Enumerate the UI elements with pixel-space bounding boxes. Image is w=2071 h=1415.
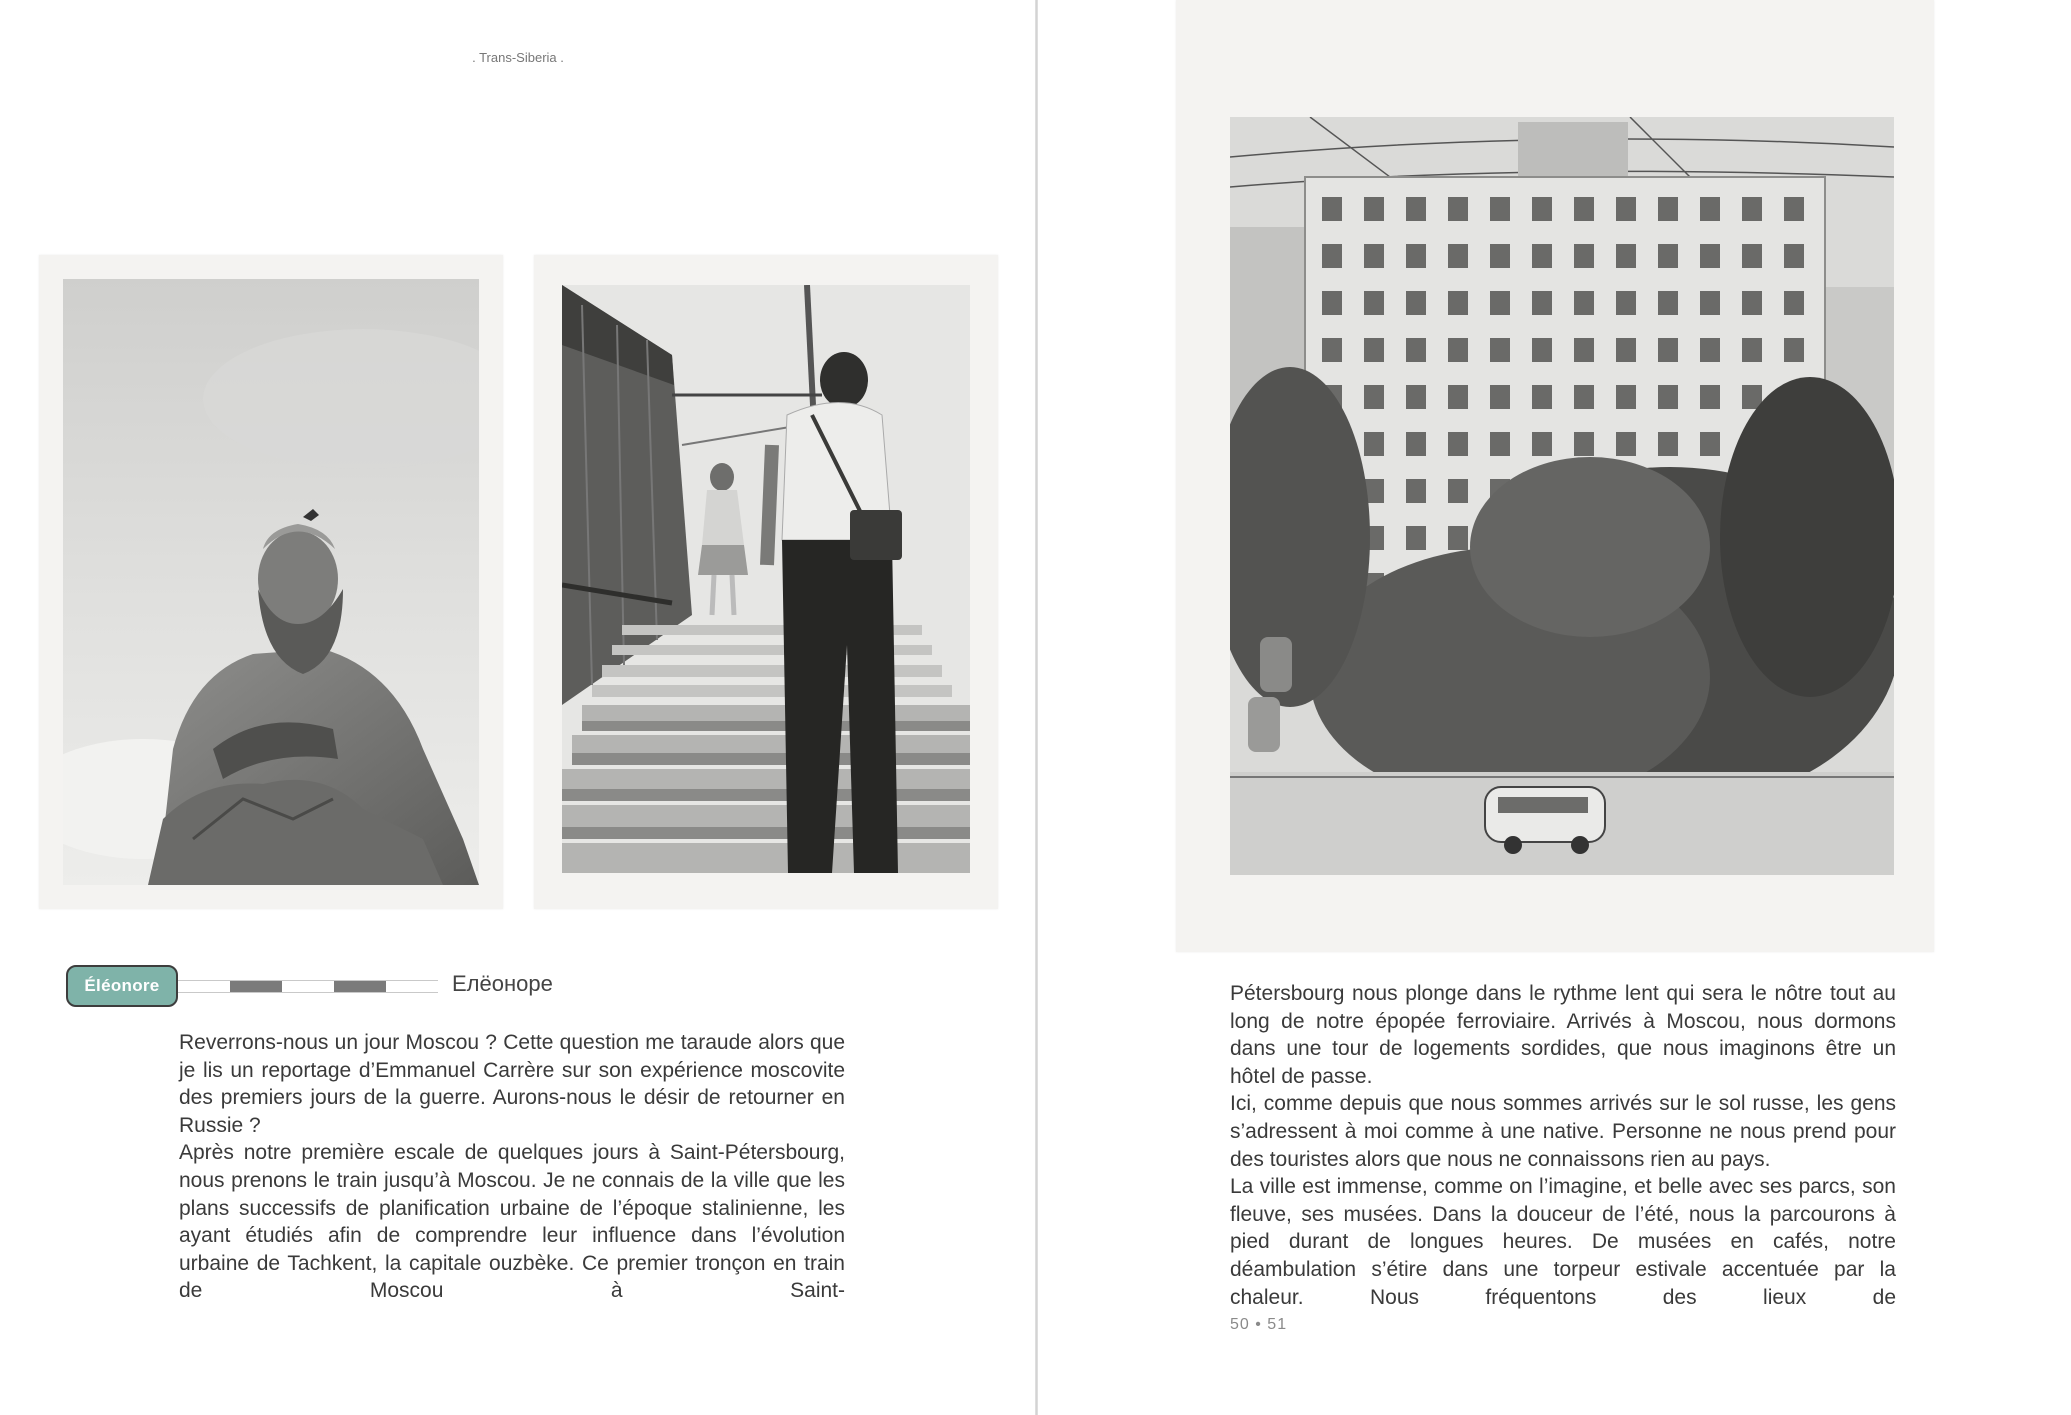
building-window	[1364, 432, 1384, 456]
building-window	[1364, 197, 1384, 221]
building-window	[1574, 432, 1594, 456]
building-window	[1532, 432, 1552, 456]
paragraph: Reverrons-nous un jour Moscou ? Cette question me taraude alors que je lis un reportage d’Emmanuel Carrère sur son expérience moscovite des premiers jours de la guerre. Aurons-nous le désir de retourner en Russie ?	[179, 1031, 845, 1137]
building-window	[1490, 197, 1510, 221]
building-window	[1322, 291, 1342, 315]
building-window	[1700, 385, 1720, 409]
building-window	[1364, 385, 1384, 409]
building-drawing	[1230, 117, 1894, 875]
building-window	[1784, 291, 1804, 315]
building-window	[1616, 338, 1636, 362]
building-window	[1364, 244, 1384, 268]
building-window	[1742, 291, 1762, 315]
building-window	[1406, 526, 1426, 550]
body-text-right	[1230, 980, 1896, 1311]
building-window	[1532, 385, 1552, 409]
building-window	[1742, 338, 1762, 362]
building-window	[1490, 432, 1510, 456]
building-window	[1700, 291, 1720, 315]
running-head: . Trans-Siberia .	[472, 50, 564, 65]
illustration-building	[1176, 0, 1934, 952]
building-window	[1490, 291, 1510, 315]
body-text-left	[179, 1029, 845, 1305]
paragraph: Ici, comme depuis que nous sommes arrivés sur le sol russe, les gens s’adressent à moi comme à une native. Personne ne nous prend pour des touristes alors que nous ne connaissons rien au pays.	[1230, 1092, 1896, 1171]
building-window	[1700, 244, 1720, 268]
building-window	[1784, 197, 1804, 221]
building-window	[1574, 291, 1594, 315]
building-window	[1616, 385, 1636, 409]
building-window	[1574, 385, 1594, 409]
paragraph: Après notre première escale de quelques jours à Saint-Pétersbourg, nous prenons le train jusqu’à Moscou. Je ne connais de la ville que les plans successifs de planification urbaine de l’époque stalinienne, les ayant étudiés afin de comprendre leur influence dans l’évolution urbaine de Tachkent, la capitale ouzbèke. Ce premier tronçon en train de Moscou à Saint-	[179, 1141, 845, 1303]
building-window	[1658, 291, 1678, 315]
building-window	[1406, 197, 1426, 221]
building-window	[1658, 385, 1678, 409]
building-window	[1490, 244, 1510, 268]
building-window	[1448, 338, 1468, 362]
building-window	[1448, 197, 1468, 221]
building-window	[1406, 244, 1426, 268]
building-window	[1574, 197, 1594, 221]
building-window	[1658, 338, 1678, 362]
building-window	[1448, 244, 1468, 268]
building-window	[1532, 338, 1552, 362]
building-window	[1364, 338, 1384, 362]
statue-drawing	[63, 279, 479, 885]
paragraph: Pétersbourg nous plonge dans le rythme lent qui sera le nôtre tout au long de notre épopée ferroviaire. Arrivés à Moscou, nous dormons dans une tour de logements sordides, que nous imaginons être un hôtel de passe.	[1230, 982, 1896, 1088]
building-window	[1406, 479, 1426, 503]
building-window	[1406, 385, 1426, 409]
building-window	[1784, 244, 1804, 268]
building-window	[1322, 338, 1342, 362]
author-bar	[178, 980, 438, 993]
building-window	[1448, 385, 1468, 409]
illustration-statue	[39, 255, 503, 909]
author-badge: Éléonore	[66, 965, 178, 1007]
building-window	[1616, 432, 1636, 456]
building-window	[1742, 197, 1762, 221]
building-window	[1658, 197, 1678, 221]
building-window	[1448, 432, 1468, 456]
building-window	[1490, 338, 1510, 362]
building-window	[1364, 291, 1384, 315]
building-window	[1658, 432, 1678, 456]
building-window	[1448, 526, 1468, 550]
building-window	[1532, 244, 1552, 268]
author-name-cyrillic: Елёонoре	[452, 971, 553, 996]
building-window	[1532, 291, 1552, 315]
building-window	[1448, 291, 1468, 315]
building-window	[1700, 197, 1720, 221]
stairway-drawing	[562, 285, 970, 873]
building-window	[1616, 291, 1636, 315]
building-window	[1322, 197, 1342, 221]
paragraph: La ville est immense, comme on l’imagine, et belle avec ses parcs, son fleuve, ses musées. Dans la douceur de l’été, nous la parcourons à pied durant de longues heures. De musées en cafés, notre déambulation s’étire dans une torpeur estivale accentuée par la chaleur. Nous fréquentons des lieux de	[1230, 1175, 1896, 1309]
building-window	[1490, 385, 1510, 409]
building-window	[1742, 244, 1762, 268]
building-window	[1616, 197, 1636, 221]
building-window	[1574, 244, 1594, 268]
building-window	[1406, 338, 1426, 362]
building-window	[1322, 244, 1342, 268]
building-window	[1784, 338, 1804, 362]
building-window	[1616, 244, 1636, 268]
building-window	[1700, 338, 1720, 362]
building-window	[1406, 291, 1426, 315]
building-window	[1406, 432, 1426, 456]
building-window	[1532, 197, 1552, 221]
illustration-stairway	[534, 255, 998, 909]
building-window	[1658, 244, 1678, 268]
page-numbers: 50 • 51	[1230, 1316, 1288, 1333]
building-window	[1700, 432, 1720, 456]
building-window	[1448, 479, 1468, 503]
building-window	[1574, 338, 1594, 362]
